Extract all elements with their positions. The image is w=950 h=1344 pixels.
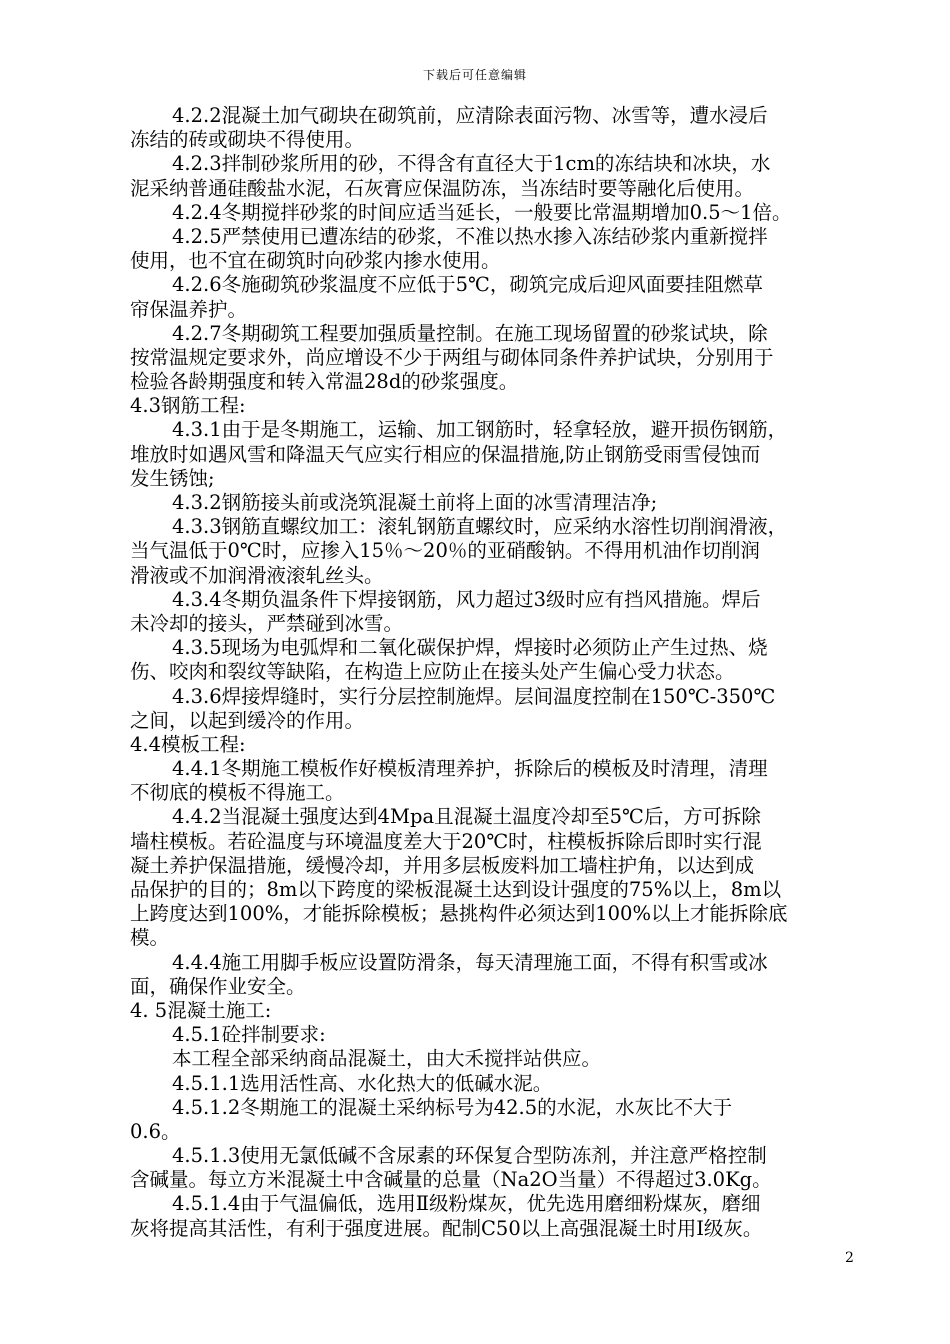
text-line: 0.6。 (130, 1119, 181, 1143)
text-line: 4.3.1由于是冬期施工，运输、加工钢筋时，轻拿轻放，避开损伤钢筋， (172, 418, 788, 442)
text-line: 灰将提高其活性，有利于强度进展。配制C50以上高强混凝土时用Ⅰ级灰。 (130, 1216, 763, 1240)
text-line: 面，确保作业安全。 (130, 974, 306, 998)
document-body (130, 104, 860, 1241)
text-line: 4.2.6冬施砌筑砂浆温度不应低于5℃，砌筑完成后迎风面要挂阻燃草 (172, 273, 763, 297)
page-number: 2 (845, 1250, 854, 1266)
text-line: 4.4.2当混凝土强度达到4Mpa且混凝土温度冷却至5℃后，方可拆除 (172, 805, 761, 829)
text-line: 4.3钢筋工程: (130, 394, 246, 418)
text-line: 4.3.6焊接焊缝时，实行分层控制施焊。层间温度控制在150℃-350℃ (172, 684, 776, 708)
text-line: 帘保温养护。 (130, 297, 248, 321)
text-line: 4.5.1.1选用活性高、水化热大的低碱水泥。 (172, 1071, 553, 1095)
text-line: 伤、咬肉和裂纹等缺陷，在构造上应防止在接头处产生偏心受力状态。 (130, 660, 735, 684)
text-line: 4.2.7冬期砌筑工程要加强质量控制。在施工现场留置的砂浆试块，除 (172, 321, 768, 345)
text-line: 4.2.4冬期搅拌砂浆的时间应适当延长，一般要比常温期增加0.5～1倍。 (172, 200, 792, 224)
text-line: 上跨度达到100%，才能拆除模板；悬挑构件必须达到100%以上才能拆除底 (130, 902, 788, 926)
text-line: 4.5.1.4由于气温偏低，选用Ⅱ级粉煤灰，优先选用磨细粉煤灰，磨细 (172, 1192, 761, 1216)
text-line: 4.2.5严禁使用已遭冻结的砂浆，不准以热水掺入冻结砂浆内重新搅拌 (172, 224, 768, 248)
text-line: 泥采纳普通硅酸盐水泥，石灰膏应保温防冻，当冻结时要等融化后使用。 (130, 176, 755, 200)
text-line: 4.2.2混凝土加气砌块在砌筑前，应清除表面污物、冰雪等，遭水浸后 (172, 104, 768, 127)
text-line: 模。 (130, 926, 170, 950)
text-line: 4.5.1.3使用无氯低碱不含尿素的环保复合型防冻剂，并注意严格控制 (172, 1144, 767, 1168)
text-line: 4.3.4冬期负温条件下焊接钢筋，风力超过3级时应有挡风措施。焊后 (172, 587, 761, 611)
text-line: 发生锈蚀; (130, 466, 215, 490)
text-line: 按常温规定要求外，尚应增设不少于两组与砌体同条件养护试块，分别用于 (130, 345, 774, 369)
text-line: 本工程全部采纳商品混凝土，由大禾搅拌站供应。 (172, 1047, 602, 1071)
text-line: 使用，也不宜在砌筑时向砂浆内掺水使用。 (130, 249, 501, 273)
text-line: 4.4模板工程: (130, 732, 246, 756)
text-line: 4.5.1砼拌制要求: (172, 1023, 326, 1047)
text-line: 检验各龄期强度和转入常温28d的砂浆强度。 (130, 370, 519, 394)
text-line: 未冷却的接头，严禁碰到冰雪。 (130, 611, 404, 635)
text-line: 墙柱模板。若砼温度与环境温度差大于20℃时，柱模板拆除后即时实行混 (130, 829, 762, 853)
text-line: 4.4.1冬期施工模板作好模板清理养护，拆除后的模板及时清理，清理 (172, 757, 768, 781)
page-header: 下载后可任意编辑 (422, 68, 527, 82)
text-line: 之间，以起到缓冷的作用。 (130, 708, 365, 732)
text-line: 4.2.3拌制砂浆所用的砂，不得含有直径大于1cm的冻结块和冰块，水 (172, 152, 771, 176)
text-line: 凝土养护保温措施，缓慢冷却，并用多层板废料加工墙柱护角，以达到成 (130, 853, 755, 877)
text-line: 当气温低于0℃时，应掺入15％～20％的亚硝酸钠。不得用机油作切削润 (130, 539, 760, 563)
text-line: 冻结的砖或砌块不得使用。 (130, 128, 365, 152)
text-line: 4.3.2钢筋接头前或浇筑混凝土前将上面的冰雪清理洁净; (172, 491, 658, 514)
text-line: 品保护的目的；8m以下跨度的梁板混凝土达到设计强度的75%以上，8m以 (130, 878, 782, 901)
text-line: 不彻底的模板不得施工。 (130, 781, 345, 805)
text-line: 含碱量。每立方米混凝土中含碱量的总量（Na2O当量）不得超过3.0Kg。 (130, 1168, 772, 1192)
text-line: 4.3.5现场为电弧焊和二氧化碳保护焊，焊接时必须防止产生过热、烧 (172, 636, 768, 660)
text-line: 4.5.1.2冬期施工的混凝土采纳标号为42.5的水泥，水灰比不大于 (172, 1095, 733, 1119)
text-line: 4.3.3钢筋直螺纹加工：滚轧钢筋直螺纹时，应采纳水溶性切削润滑液， (172, 515, 788, 539)
text-line: 4.4.4施工用脚手板应设置防滑条，每天清理施工面，不得有积雪或冰 (172, 950, 768, 974)
text-line: 4. 5混凝土施工: (130, 998, 272, 1022)
text-line: 堆放时如遇风雪和降温天气应实行相应的保温措施,防止钢筋受雨雪侵蚀而 (130, 442, 761, 466)
text-line: 滑液或不加润滑液滚轧丝头。 (130, 563, 384, 587)
